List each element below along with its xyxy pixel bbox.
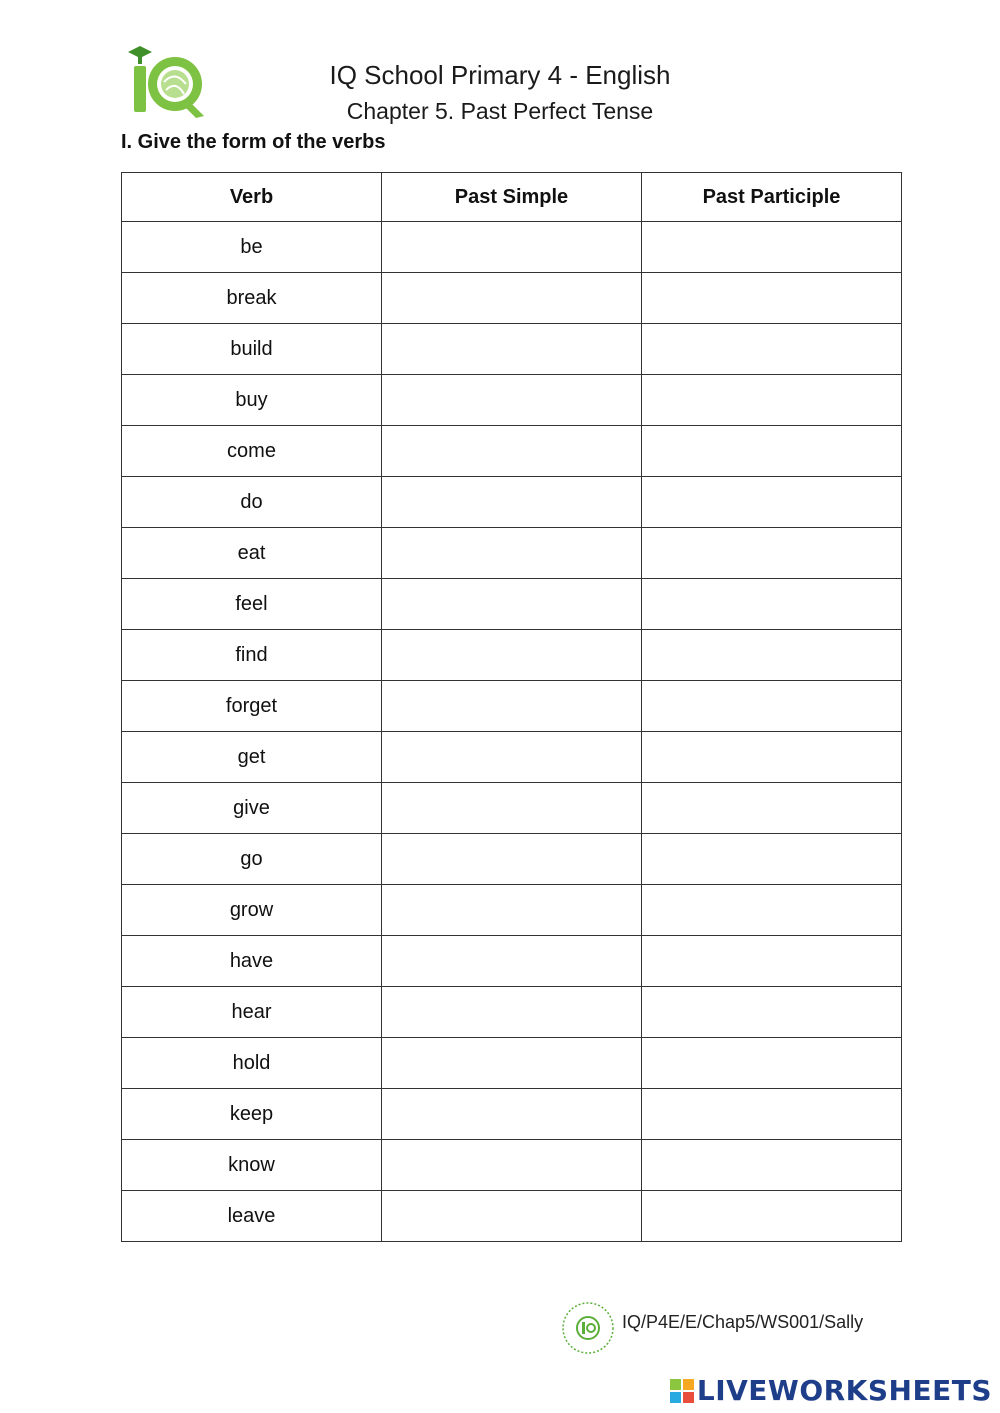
past-simple-answer-cell[interactable] [382,528,642,579]
table-row [122,783,902,834]
verb-cell: get [122,732,382,783]
past-simple-answer-cell[interactable] [382,885,642,936]
table-row [122,477,902,528]
liveworksheets-logo-icon [669,1378,695,1404]
section-heading: I. Give the form of the verbs [121,131,386,153]
liveworksheets-brand [669,1374,992,1407]
verb-cell: feel [122,579,382,630]
verb-cell: keep [122,1089,382,1140]
verb-cell: leave [122,1191,382,1242]
verb-cell: know [122,1140,382,1191]
past-participle-answer-cell[interactable] [642,834,902,885]
past-participle-answer-cell[interactable] [642,1191,902,1242]
table-row [122,987,902,1038]
past-simple-answer-cell[interactable] [382,783,642,834]
table-row [122,528,902,579]
verb-cell: build [122,324,382,375]
table-row [122,273,902,324]
past-simple-answer-cell[interactable] [382,834,642,885]
past-simple-answer-cell[interactable] [382,273,642,324]
column-header-past-participle: Past Participle [642,173,902,222]
table-row [122,222,902,273]
past-simple-answer-cell[interactable] [382,732,642,783]
past-simple-answer-cell[interactable] [382,222,642,273]
approval-stamp-icon [560,1300,616,1356]
past-participle-answer-cell[interactable] [642,375,902,426]
past-participle-answer-cell[interactable] [642,528,902,579]
past-simple-answer-cell[interactable] [382,936,642,987]
past-simple-answer-cell[interactable] [382,324,642,375]
past-participle-answer-cell[interactable] [642,1038,902,1089]
verb-cell: grow [122,885,382,936]
verb-cell: hear [122,987,382,1038]
table-row [122,681,902,732]
table-row [122,1038,902,1089]
past-simple-answer-cell[interactable] [382,1140,642,1191]
table-row [122,732,902,783]
past-simple-answer-cell[interactable] [382,375,642,426]
table-row [122,324,902,375]
table-row [122,834,902,885]
table-row [122,1089,902,1140]
past-participle-answer-cell[interactable] [642,1089,902,1140]
verb-cell: break [122,273,382,324]
table-row [122,426,902,477]
past-simple-answer-cell[interactable] [382,579,642,630]
table-header-row [122,173,902,222]
table-row [122,936,902,987]
past-participle-answer-cell[interactable] [642,1140,902,1191]
table-row [122,885,902,936]
verb-forms-table [121,172,902,1242]
table-row [122,1140,902,1191]
verb-cell: come [122,426,382,477]
page-title: IQ School Primary 4 - English [329,60,671,90]
past-participle-answer-cell[interactable] [642,273,902,324]
verb-cell: hold [122,1038,382,1089]
past-simple-answer-cell[interactable] [382,426,642,477]
past-participle-answer-cell[interactable] [642,630,902,681]
column-header-verb: Verb [122,173,382,222]
document-footer [560,1300,863,1356]
verb-cell: eat [122,528,382,579]
past-simple-answer-cell[interactable] [382,630,642,681]
past-participle-answer-cell[interactable] [642,732,902,783]
verb-cell: forget [122,681,382,732]
verb-cell: find [122,630,382,681]
table-row [122,375,902,426]
past-participle-answer-cell[interactable] [642,426,902,477]
past-participle-answer-cell[interactable] [642,936,902,987]
past-participle-answer-cell[interactable] [642,681,902,732]
verb-cell: have [122,936,382,987]
past-simple-answer-cell[interactable] [382,1089,642,1140]
past-participle-answer-cell[interactable] [642,222,902,273]
verb-cell: do [122,477,382,528]
verb-cell: go [122,834,382,885]
table-row [122,579,902,630]
past-simple-answer-cell[interactable] [382,477,642,528]
verb-cell: be [122,222,382,273]
verb-cell: give [122,783,382,834]
verb-cell: buy [122,375,382,426]
past-participle-answer-cell[interactable] [642,987,902,1038]
past-participle-answer-cell[interactable] [642,783,902,834]
worksheet-code: IQ/P4E/E/Chap5/WS001/Sally [622,1311,864,1332]
past-participle-answer-cell[interactable] [642,579,902,630]
brand-name: LIVEWORKSHEETS [696,1374,992,1407]
past-simple-answer-cell[interactable] [382,1038,642,1089]
past-simple-answer-cell[interactable] [382,1191,642,1242]
past-participle-answer-cell[interactable] [642,885,902,936]
table-row [122,1191,902,1242]
column-header-past-simple: Past Simple [382,173,642,222]
past-participle-answer-cell[interactable] [642,477,902,528]
page-subtitle: Chapter 5. Past Perfect Tense [346,98,654,124]
table-row [122,630,902,681]
past-participle-answer-cell[interactable] [642,324,902,375]
past-simple-answer-cell[interactable] [382,681,642,732]
past-simple-answer-cell[interactable] [382,987,642,1038]
